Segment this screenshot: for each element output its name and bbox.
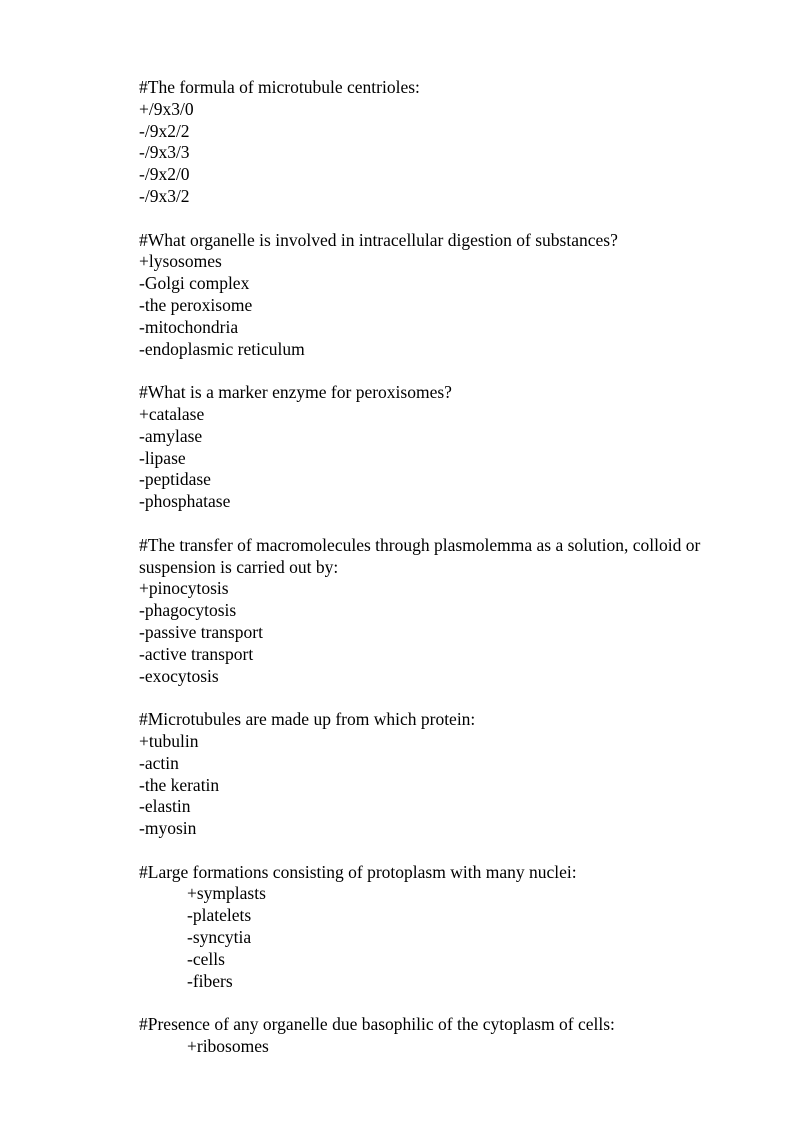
answer-option: -/9x2/2 (139, 120, 190, 141)
answer-option: -peptidase (139, 469, 211, 490)
answer-option: -/9x3/3 (139, 142, 190, 163)
question-text: #The formula of microtubule centrioles: (139, 77, 420, 97)
answer-option: -the keratin (139, 774, 220, 795)
question-text: #What is a marker enzyme for peroxisomes? (139, 382, 452, 403)
question-block (139, 862, 759, 993)
answer-option: -cells (187, 948, 225, 969)
answer-option: -endoplasmic reticulum (139, 338, 305, 359)
answer-option: -platelets (187, 905, 252, 926)
answer-option: -passive transport (139, 621, 263, 642)
question-block (139, 535, 759, 688)
answer-option: -exocytosis (139, 665, 219, 686)
answer-option: -phosphatase (139, 491, 231, 512)
question-text: #The transfer of macromolecules through plasmolemma as a solution, colloid or suspension is carried out by: (139, 534, 705, 577)
answer-option: -actin (139, 752, 179, 773)
question-text: #Presence of any organelle due basophilic of the cytoplasm of cells: (139, 1014, 615, 1035)
answer-option: -amylase (139, 425, 203, 446)
answer-option: -syncytia (187, 927, 252, 948)
answer-option: +symplasts (187, 883, 266, 904)
answer-option: -fibers (187, 970, 233, 991)
answer-option: -elastin (139, 796, 191, 817)
question-block (139, 709, 759, 840)
question-block (139, 77, 759, 208)
question-block (139, 230, 759, 361)
answer-option: -/9x2/0 (139, 164, 190, 185)
question-text: #What organelle is involved in intracellular digestion of substances? (139, 229, 618, 250)
answer-option: +/9x3/0 (139, 98, 194, 119)
answer-option: -mitochondria (139, 316, 239, 337)
answer-option: -the peroxisome (139, 294, 253, 315)
answer-option: -lipase (139, 447, 186, 468)
answer-option: -phagocytosis (139, 600, 237, 621)
answer-option: +tubulin (139, 730, 199, 751)
question-block (139, 382, 759, 513)
question-block (139, 1014, 759, 1058)
answer-option: +ribosomes (187, 1036, 269, 1057)
answer-option: -/9x3/2 (139, 185, 190, 206)
question-text: #Microtubules are made up from which protein: (139, 709, 476, 730)
answer-option: -Golgi complex (139, 273, 250, 294)
answer-option: -myosin (139, 818, 197, 839)
answer-option: +pinocytosis (139, 578, 229, 599)
answer-option: +catalase (139, 403, 205, 424)
answer-option: +lysosomes (139, 251, 222, 272)
answer-option: -active transport (139, 643, 254, 664)
question-text: #Large formations consisting of protoplasm with many nuclei: (139, 861, 577, 882)
document-page (139, 77, 759, 1080)
